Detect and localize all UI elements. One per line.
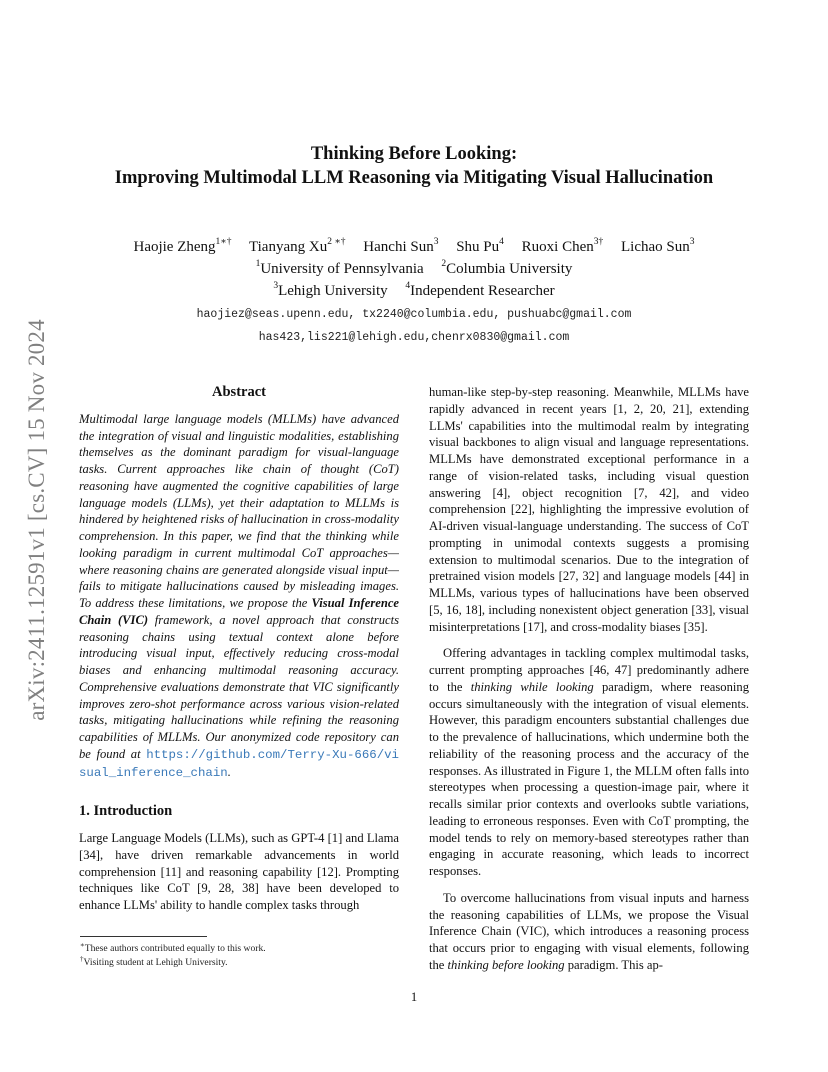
right-paragraph-2 [429, 645, 749, 880]
affiliation-name: Columbia University [446, 261, 573, 277]
author-mark: 4 [499, 237, 504, 247]
affiliation-mark: 3 [273, 281, 279, 291]
author-mark: 3† [593, 237, 604, 247]
author-name: Tianyang Xu [249, 239, 328, 255]
footnote-mark: † [80, 955, 84, 963]
author-mark: 3 [689, 237, 695, 247]
email-line2: has423,lis221@lehigh.edu,chenrx0830@gmail.com [258, 331, 570, 344]
right-paragraph-3 [429, 890, 749, 974]
right-column [429, 384, 749, 974]
affiliation-name: University of Pennsylvania [260, 261, 424, 277]
author-name: Haojie Zheng [133, 239, 216, 255]
affiliation-mark: 1 [255, 259, 261, 269]
left-column [79, 384, 399, 914]
footnote-rule [80, 936, 207, 937]
author-mark: 3 [433, 237, 439, 247]
section-heading-introduction: 1. Introduction [79, 803, 173, 820]
affiliation-mark: 4 [405, 281, 411, 291]
affiliation-mark: 2 [441, 259, 447, 269]
code-repository-link[interactable]: https://github.com/Terry-Xu-666/visual_inference_chain [79, 747, 399, 780]
author-mark: 1∗† [215, 237, 232, 247]
author-mark: 2 ∗† [327, 237, 346, 247]
footnote-2 [80, 953, 228, 969]
abstract-heading: Abstract [212, 384, 266, 400]
right-p2-italic: thinking while looking [470, 679, 594, 694]
footnote-text: These authors contributed equally to this work. [84, 943, 266, 955]
abstract-end: . [227, 764, 231, 779]
intro-paragraph-1: Large Language Models (LLMs), such as GPT-4 [1] and Llama [34], have driven remarkable advancements in world comprehension [11] and reasoning capability [12]. Prompting techniques like CoT [9, 28, 38] have been developed to enhance LLMs' ability to handle complex tasks through [79, 831, 399, 912]
affiliation-line2 [0, 277, 828, 302]
arxiv-id-text: arXiv:2411.12591v1 [cs.CV] 15 Nov 2024 [24, 319, 49, 721]
right-paragraph-1: human-like step-by-step reasoning. Meanwhile, MLLMs have rapidly advanced in recent years [1, 2, 20, 21], extending LLMs' capabilities into the multimodal realm by integrating visual backbones to align visual and language representations. MLLMs have demonstrated exceptional performance in a range of vision-related tasks, including visual question answering [4], object recognition [7, 42], and video comprehension [22], highlighting the impressive evolution of AI-driven visual-language understanding. The success of CoT prompting in unimodal contexts suggests a promising extension to multimodal scenarios. Due to the integration of pretrained vision models [27, 32] and language models [44] in MLLMs, various types of hallucinations have been observed [5, 16, 18], including nonexistent object generation [33], visual misinterpretations [17], and cross-modality biases [35]. [429, 385, 749, 634]
right-p3-italic: thinking before looking [447, 957, 565, 972]
affiliation-name: Lehigh University [278, 283, 388, 299]
footnote-text: Visiting student at Lehigh University. [83, 957, 228, 969]
right-p2-text-b: paradigm, where reasoning occurs simultaneously with the integration of visual elements. However, this paradigm encounters substantial challenges due to the prevalence of hallucinations, which undermine both the reliability of the reasoning process and the accuracy of the responses. As illustrated in Figure 1, the MLLM often falls into stereotypes when processing a question-image pair, where it recalls similar prior contexts and overlooks subtle variations, leading to erroneous responses. Even with CoT prompting, the model tends to rely on memory-based stereotypes rather than engaging in accurate reasoning, which leads to incorrect responses. [429, 679, 749, 878]
right-p3-text-b: paradigm. This ap- [564, 957, 664, 972]
footnote-mark: ∗ [80, 941, 85, 949]
email-line1: haojiez@seas.upenn.edu, tx2240@columbia.edu, pushuabc@gmail.com [196, 308, 632, 321]
abstract-body [79, 411, 399, 782]
author-name: Shu Pu [456, 239, 500, 255]
author-name: Ruoxi Chen [521, 239, 594, 255]
right-p3-text-a: To overcome hallucinations from visual inputs and harness the reasoning capabilities of LLMs, we propose the Visual Inference Chain (VIC), which introduces a reasoning process that occurs prior to engaging with visual elements, following the [429, 890, 749, 972]
abstract-text-b: framework, a novel approach that constructs reasoning chains using textual context alone before introducing visual input, effectively reducing cross-modal biases and enhancing multimodal reasoning accuracy. Comprehensive evaluations demonstrate that VIC significantly improves zero-shot performance across various vision-related tasks, mitigating hallucinations while refining the reasoning capabilities of MLLMs. Our anonymized code repository can be found at [79, 612, 399, 761]
paper-title-line2: Improving Multimodal LLM Reasoning via Mitigating Visual Hallucination [114, 168, 714, 188]
right-p2-text-a: Offering advantages in tackling complex multimodal tasks, current prompting approaches [46, 47] predominantly adhere to the [429, 646, 749, 694]
paper-title-line1: Thinking Before Looking: [310, 144, 518, 164]
author-name: Hanchi Sun [363, 239, 434, 255]
author-name: Lichao Sun [621, 239, 690, 255]
page-number: 1 [410, 990, 418, 1004]
abstract-text-a: Multimodal large language models (MLLMs) have advanced the integration of visual and linguistic modalities, establishing themselves as the dominant paradigm for visual-language tasks. Current approaches like chain of thought (CoT) reasoning have augmented the cognitive capabilities of large language models (LLMs), yet their adaptation to MLLMs is hindered by heightened risks of hallucination in cross-modality comprehension. In this paper, we find that the thinking while looking paradigm in current multimodal CoT approaches—where reasoning chains are generated alongside visual input—fails to mitigate hallucinations caused by misleading images. To address these limitations, we propose the [79, 411, 399, 610]
arxiv-identifier [16, 280, 58, 760]
affiliation-name: Independent Researcher [410, 283, 555, 299]
abstract-vic-term: Visual Inference Chain (VIC) [79, 596, 399, 627]
